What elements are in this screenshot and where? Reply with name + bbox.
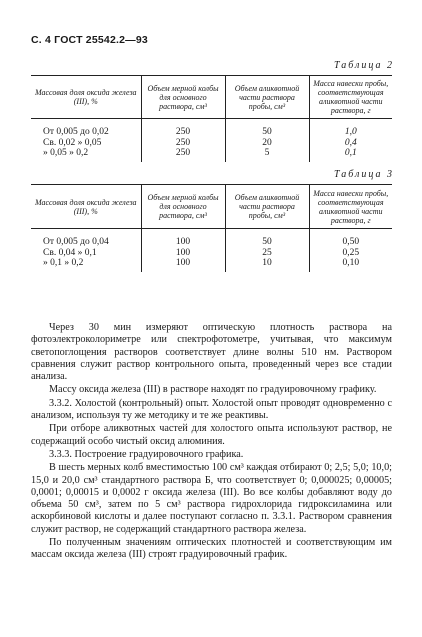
page-header: С. 4 ГОСТ 25542.2—93 bbox=[31, 34, 148, 46]
table-cell: 0,25 bbox=[309, 248, 392, 259]
table-cell: 50 bbox=[225, 119, 309, 138]
table-3 bbox=[31, 184, 392, 272]
table-cell: 20 bbox=[225, 138, 309, 149]
table-cell: От 0,005 до 0,02 bbox=[43, 127, 109, 137]
table-2-caption: Таблица 2 bbox=[334, 60, 394, 71]
table-cell: 0,1 bbox=[309, 148, 392, 162]
body-text bbox=[31, 322, 392, 562]
table-3-header-aliquot-volume: Объем аликвотной части раствора пробы, см³ bbox=[225, 185, 309, 229]
table-2-header-aliquot-volume: Объем аликвотной части раствора пробы, см³ bbox=[225, 76, 309, 119]
table-row bbox=[31, 138, 392, 149]
table-cell: » 0,1 » 0,2 bbox=[43, 258, 84, 268]
table-2-header-flask-volume: Объем мерной колбы для основного раствора, см³ bbox=[141, 76, 225, 119]
table-cell: 1,0 bbox=[309, 119, 392, 138]
table-3-header-flask-volume: Объем мерной колбы для основного раствора, см³ bbox=[141, 185, 225, 229]
paragraph-calibration-graph: По полученным значениям оптических плотностей и соответствующим им массам оксида железа (III) строят градуировочный график. bbox=[31, 537, 392, 561]
table-cell: 25 bbox=[225, 248, 309, 259]
table-3-header-mass-fraction: Массовая доля оксида железа (III), % bbox=[31, 185, 141, 229]
paragraph-calibration-heading: 3.3.3. Построение градуировочного графика. bbox=[49, 448, 244, 460]
table-cell: 0,50 bbox=[309, 229, 392, 248]
table-cell: Св. 0,02 » 0,05 bbox=[43, 137, 102, 148]
table-3-caption: Таблица 3 bbox=[334, 169, 394, 180]
paragraph-mass-from-graph: Массу оксида железа (III) в растворе находят по градуировочному графику. bbox=[49, 384, 377, 396]
table-2-header-mass-fraction: Массовая доля оксида железа (III), % bbox=[31, 76, 141, 119]
table-2-header-sample-mass: Масса навески пробы, соответствующая аликвотной части раствора, г bbox=[309, 76, 392, 119]
paragraph-measurement: Через 30 мин измеряют оптическую плотность раствора на фотоэлектроколориметре или спектрофотометре, учитывая, что максимум светопоглощения растворов соответствует длине волны 510 нм. Раствором сравнения служит раствор контрольного опыта, проведенный через все стадии анализа. bbox=[31, 322, 392, 383]
table-row bbox=[31, 119, 392, 138]
table-cell: 0,4 bbox=[309, 138, 392, 149]
table-cell: 100 bbox=[141, 258, 225, 272]
table-cell: 250 bbox=[141, 119, 225, 138]
table-cell: 50 bbox=[225, 229, 309, 248]
paragraph-calibration-procedure: В шесть мерных колб вместимостью 100 см³ каждая отбирают 0; 2,5; 5,0; 10,0; 15,0 и 20,0 см³ стандартного раствора Б, что соответствует 0; 0,000025; 0,00005; 0,0001; 0,00015 и 0,0002 г оксида железа (III). Во все колбы добавляют воду до объема 50 см³, затем по 5 см³ раствора гидрохлорида гидроксиламина или аскорбиновой кислоты и далее поступают согласно п. 3.3.1. Раствором сравнения служит раствор, не содержащий стандартного раствора железа. bbox=[31, 462, 392, 535]
table-row bbox=[31, 229, 392, 248]
table-row bbox=[31, 258, 392, 272]
table-cell: 0,10 bbox=[309, 258, 392, 272]
table-row bbox=[31, 248, 392, 259]
table-2 bbox=[31, 75, 392, 162]
table-cell: 250 bbox=[141, 138, 225, 149]
table-3-header-sample-mass: Масса навески пробы, соответствующая аликвотной части раствора, г bbox=[309, 185, 392, 229]
table-cell: 100 bbox=[141, 229, 225, 248]
table-cell: 100 bbox=[141, 248, 225, 259]
table-row bbox=[31, 148, 392, 162]
paragraph-aliquot-selection: При отборе аликвотных частей для холостого опыта используют раствор, не содержащий особо чистый оксид алюминия. bbox=[31, 423, 392, 447]
table-cell: 10 bbox=[225, 258, 309, 272]
table-cell: 5 bbox=[225, 148, 309, 162]
table-cell: Св. 0,04 » 0,1 bbox=[43, 247, 97, 258]
table-cell: 250 bbox=[141, 148, 225, 162]
table-cell: » 0,05 » 0,2 bbox=[43, 148, 89, 158]
paragraph-blank-test: 3.3.2. Холостой (контрольный) опыт. Холостой опыт проводят одновременно с анализом, используя ту же методику и те же реактивы. bbox=[31, 397, 392, 422]
table-cell: От 0,005 до 0,04 bbox=[43, 237, 109, 247]
